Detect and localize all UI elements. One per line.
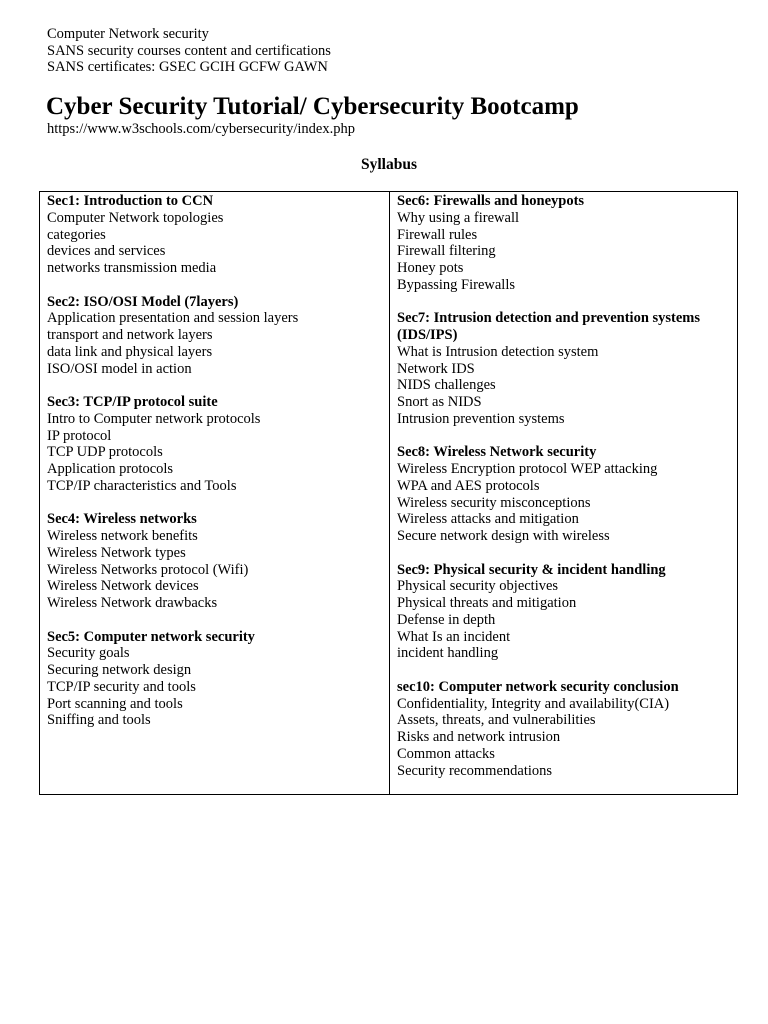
syllabus-section — [397, 310, 731, 427]
section-item: Wireless attacks and mitigation — [397, 511, 579, 528]
syllabus-section — [47, 511, 383, 612]
syllabus-section — [47, 294, 383, 378]
section-item: Defense in depth — [397, 611, 496, 628]
section-item: Wireless network benefits — [47, 528, 198, 544]
section-item: Network IDS — [397, 360, 475, 377]
section-item: Physical security objectives — [397, 578, 559, 595]
section-item: Application protocols — [47, 461, 174, 477]
section-item: What Is an incident — [397, 628, 511, 645]
syllabus-section — [397, 193, 731, 294]
section-title: Sec9: Physical security & incident handling — [397, 561, 666, 578]
section-item: Firewall filtering — [397, 243, 496, 260]
syllabus-left-column — [40, 192, 390, 794]
section-item: Intro to Computer network protocols — [47, 410, 261, 427]
section-item: TCP/IP security and tools — [47, 678, 196, 695]
header-line: SANS security courses content and certifications — [47, 42, 331, 59]
page-title: Cyber Security Tutorial/ Cybersecurity Bootcamp — [46, 93, 579, 120]
header-line: Computer Network security — [47, 26, 209, 42]
section-item: Security recommendations — [397, 762, 553, 779]
section-item: IP protocol — [47, 427, 112, 444]
section-item: Snort as NIDS — [397, 394, 482, 410]
section-item: Sniffing and tools — [47, 712, 151, 729]
section-title: sec10: Computer network security conclusion — [397, 678, 679, 695]
section-item: TCP UDP protocols — [47, 444, 163, 461]
section-item: TCP/IP characteristics and Tools — [47, 477, 237, 494]
section-item: Wireless security misconceptions — [397, 494, 591, 511]
syllabus-section — [397, 444, 731, 545]
section-item: data link and physical layers — [47, 343, 213, 360]
section-item: Security goals — [47, 645, 130, 662]
header-line: SANS certificates: GSEC GCIH GCFW GAWN — [47, 59, 328, 76]
section-item: Assets, threats, and vulnerabilities — [397, 712, 596, 729]
section-item: Physical threats and mitigation — [397, 595, 577, 611]
section-item: incident handling — [397, 645, 499, 662]
section-item: Secure network design with wireless — [397, 528, 610, 544]
section-item: NIDS challenges — [397, 377, 496, 394]
section-item: devices and services — [47, 243, 166, 260]
section-item: Wireless Network drawbacks — [47, 595, 218, 611]
section-item: categories — [47, 226, 106, 243]
section-item: Wireless Networks protocol (Wifi) — [47, 561, 249, 578]
section-item: Wireless Network types — [47, 544, 186, 561]
section-item: Intrusion prevention systems — [397, 410, 565, 427]
section-title: Sec8: Wireless Network security — [397, 444, 597, 461]
syllabus-right-column — [390, 192, 737, 794]
section-item: ISO/OSI model in action — [47, 360, 192, 377]
syllabus-heading: Syllabus — [360, 156, 417, 173]
section-item: Bypassing Firewalls — [397, 276, 516, 293]
section-item: Wireless Network devices — [47, 578, 199, 595]
syllabus-section — [47, 394, 383, 495]
section-title: Sec2: ISO/OSI Model (7layers) — [47, 293, 239, 310]
section-item: Wireless Encryption protocol WEP attacking — [397, 461, 658, 477]
section-item: Computer Network topologies — [47, 209, 224, 226]
section-item: Firewall rules — [397, 226, 478, 243]
section-item: Why using a firewall — [397, 209, 520, 226]
section-title: Sec3: TCP/IP protocol suite — [47, 394, 218, 410]
section-title: Sec5: Computer network security — [47, 628, 255, 645]
section-item: WPA and AES protocols — [397, 477, 540, 494]
source-url: https://www.w3schools.com/cybersecurity/index.php — [47, 121, 355, 137]
syllabus-table — [39, 191, 738, 795]
section-title: Sec6: Firewalls and honeypots — [397, 193, 585, 209]
section-item: Port scanning and tools — [47, 695, 183, 712]
section-title: Sec1: Introduction to CCN — [47, 193, 214, 209]
section-item: Risks and network intrusion — [397, 729, 561, 745]
section-item: Application presentation and session layers — [47, 310, 299, 327]
section-title: Sec4: Wireless networks — [47, 511, 197, 528]
section-item: Securing network design — [47, 662, 192, 678]
syllabus-section — [397, 679, 731, 780]
section-item: Common attacks — [397, 745, 495, 762]
section-item: What is Intrusion detection system — [397, 343, 599, 360]
section-item: Confidentiality, Integrity and availability(CIA) — [397, 695, 670, 712]
syllabus-section — [47, 629, 383, 730]
section-item: networks transmission media — [47, 260, 217, 276]
section-item: transport and network layers — [47, 327, 213, 343]
syllabus-section — [47, 193, 383, 277]
section-item: Honey pots — [397, 260, 464, 276]
header-notes — [47, 26, 331, 76]
section-title: Sec7: Intrusion detection and prevention systems (IDS/IPS) — [397, 310, 701, 343]
syllabus-section — [397, 562, 731, 663]
